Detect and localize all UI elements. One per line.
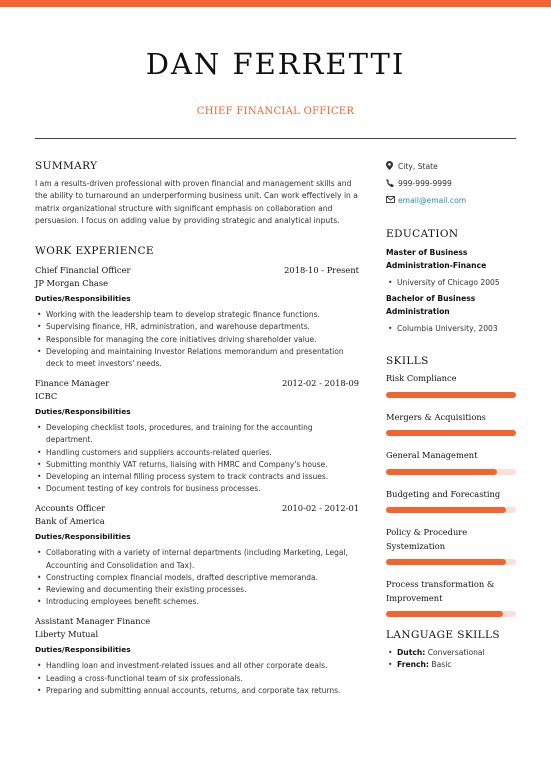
skill-name: Process transformation & Improvement: [386, 579, 495, 603]
duty-item: • Responsible for managing the core initiatives driving shareholder value.: [35, 334, 359, 346]
skills-heading: SKILLS: [386, 355, 429, 367]
skill-item: [386, 526, 521, 565]
job-entry: [35, 265, 359, 370]
skill-name: Mergers & Acquisitions: [386, 411, 486, 422]
job-header: [35, 616, 359, 626]
skill-level-fill: [386, 469, 497, 475]
job-header: [35, 378, 359, 388]
skill-item: [386, 411, 521, 437]
education-school: • Columbia University, 2003: [386, 323, 521, 335]
language-item: [386, 647, 521, 659]
contact-location: [386, 158, 521, 175]
skill-name: Risk Compliance: [386, 373, 457, 383]
job-dates: 2010-02 - 2012-01: [281, 503, 359, 514]
education-degree: Master of Business Administration-Finance: [386, 248, 487, 270]
location-pin-icon: [386, 161, 398, 172]
education-degree: Bachelor of Business Administration: [386, 294, 476, 316]
skill-name: General Management: [386, 450, 478, 460]
skill-level-bar: [386, 559, 516, 565]
job-company: Bank of America: [35, 516, 105, 527]
candidate-title: CHIEF FINANCIAL OFFICER: [196, 106, 355, 117]
skill-item: [386, 372, 521, 398]
skill-level-bar: [386, 507, 516, 513]
duty-item: • Collaborating with a variety of internal departments (including Marketing, Legal, Accounting and Consolidation and Tax).: [35, 547, 359, 571]
duties-list: [35, 660, 359, 697]
job-dates: 2018-10 - Present: [284, 265, 359, 276]
duty-item: • Handling loan and investment-related issues and all other corporate deals.: [35, 660, 359, 672]
main-column: [35, 160, 359, 697]
language-list: [386, 647, 521, 671]
duties-heading: Duties/Responsibilities: [35, 407, 131, 417]
skill-item: [386, 449, 521, 475]
contact-phone: [386, 175, 521, 192]
job-header: [35, 503, 359, 513]
location-text: City, State: [398, 162, 438, 171]
duty-item: • Reviewing and documenting their existing processes.: [35, 584, 359, 596]
job-header: [35, 265, 359, 275]
email-link[interactable]: email@email.com: [398, 196, 467, 205]
language-level: Basic: [431, 660, 452, 669]
summary-heading: SUMMARY: [35, 160, 98, 172]
duties-list: [35, 422, 359, 495]
job-title: Finance Manager: [35, 378, 110, 389]
language-level: Conversational: [427, 648, 485, 657]
job-company: JP Morgan Chase: [35, 278, 109, 289]
duty-item: • Developing and maintaining Investor Relations memorandum and presentation deck to meet investors' needs.: [35, 346, 359, 370]
language-item: [386, 659, 521, 671]
skill-level-fill: [386, 611, 503, 617]
skill-item: [386, 488, 521, 514]
skills-list: [386, 372, 521, 617]
sidebar-column: [386, 158, 521, 671]
duties-heading: Duties/Responsibilities: [35, 294, 131, 304]
duty-item: • Preparing and submitting annual accounts, returns, and corporate tax returns.: [35, 685, 359, 697]
duty-item: • Constructing complex financial models, drafted descriptive memoranda.: [35, 572, 359, 584]
header-divider: [35, 138, 516, 139]
duty-item: • Developing an internal filling process system to track contracts and issues.: [35, 471, 359, 483]
candidate-name: DAN FERRETTI: [145, 47, 406, 81]
contact-email: [386, 192, 521, 209]
duty-item: • Document testing of key controls for business processes.: [35, 483, 359, 495]
duties-list: [35, 547, 359, 608]
duties-list: [35, 309, 359, 370]
skill-level-fill: [386, 392, 516, 398]
skill-level-fill: [386, 430, 516, 436]
education-entry: [386, 293, 521, 335]
phone-icon: [386, 179, 398, 189]
duty-item: • Handling customers and suppliers accounts-related queries.: [35, 447, 359, 459]
skill-level-fill: [386, 559, 506, 565]
skill-name: Budgeting and Forecasting: [386, 488, 501, 499]
skill-level-fill: [386, 507, 506, 513]
education-school: • University of Chicago 2005: [386, 277, 521, 289]
duty-item: • Introducing employees benefit schemes.: [35, 596, 359, 608]
education-entry: [386, 247, 521, 289]
skill-level-bar: [386, 611, 516, 617]
mail-icon: [386, 196, 398, 205]
job-company: Liberty Mutual: [35, 629, 99, 640]
skill-item: [386, 578, 521, 617]
phone-text: 999-999-9999: [398, 179, 452, 188]
summary-text: I am a results-driven professional with proven financial and management skills and the ability to turnaround an underperforming business unit. Can work effectively in a matrix organizational structure with significant emphasis on collaboration and persuasion. I focus on adding value by providing strategic and analytical inputs.: [35, 179, 358, 225]
job-entry: [35, 616, 359, 697]
skill-level-bar: [386, 430, 516, 436]
duty-item: • Submitting monthly VAT returns, liaising with HMRC and Company's house.: [35, 459, 359, 471]
skill-level-bar: [386, 469, 516, 475]
job-dates: 2012-02 - 2018-09: [281, 378, 359, 389]
duties-heading: Duties/Responsibilities: [35, 645, 131, 655]
job-entry: [35, 378, 359, 495]
job-company: ICBC: [35, 391, 58, 402]
education-heading: EDUCATION: [386, 228, 459, 240]
duty-item: • Leading a cross-functional team of six professionals.: [35, 673, 359, 685]
duty-item: • Developing checklist tools, procedures, and training for the accounting department.: [35, 422, 359, 446]
language-name: Dutch:: [397, 648, 426, 657]
top-accent-bar: [0, 0, 551, 7]
skill-name: Policy & Procedure Systemization: [386, 527, 468, 551]
job-entry: [35, 503, 359, 608]
experience-heading: WORK EXPERIENCE: [35, 245, 154, 258]
job-title: Accounts Officer: [35, 503, 106, 514]
language-name: French:: [397, 660, 429, 669]
job-title: Assistant Manager Finance: [35, 616, 151, 627]
duty-item: • Working with the leadership team to develop strategic finance functions.: [35, 309, 359, 321]
skill-level-bar: [386, 392, 516, 398]
duty-item: • Supervising finance, HR, administration, and warehouse departments.: [35, 321, 359, 333]
job-title: Chief Financial Officer: [35, 265, 131, 276]
language-heading: LANGUAGE SKILLS: [386, 629, 500, 641]
duties-heading: Duties/Responsibilities: [35, 532, 131, 542]
